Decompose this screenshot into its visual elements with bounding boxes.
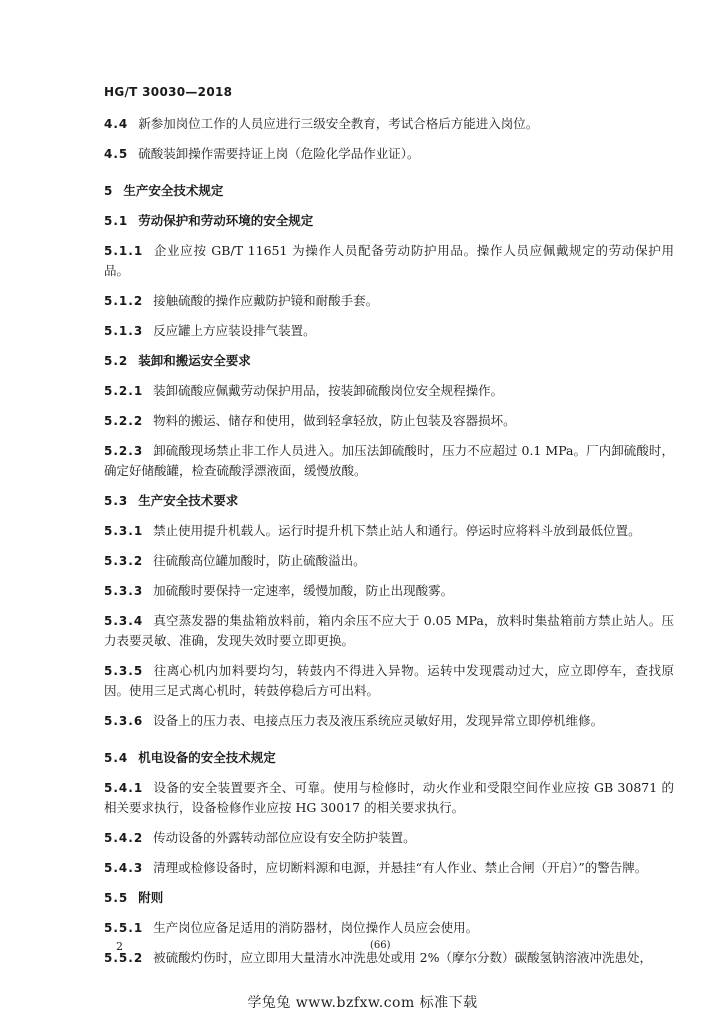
clause-text: 禁止使用提升机载人。运行时提升机下禁止站人和通行。停运时应将料斗放到最低位置。: [153, 523, 641, 538]
clause-text: 传动设备的外露转动部位应设有安全防护装置。: [153, 830, 416, 845]
paragraph: [104, 858, 674, 878]
paragraph: [104, 551, 674, 571]
paragraph: [104, 778, 674, 818]
clause-number: 5.1.3: [104, 324, 144, 338]
clause-number: 5.3.2: [104, 554, 144, 568]
clause-text: 物料的搬运、储存和使用，做到轻拿轻放，防止包装及容器损坏。: [153, 413, 516, 428]
page-number: 2: [116, 940, 123, 953]
clause-number: 5.1.1: [104, 244, 144, 258]
watermark-footer: 学兔兔 www.bzfxw.com 标准下载: [247, 995, 478, 1011]
heading-text: 劳动保护和劳动环境的安全规定: [138, 213, 314, 228]
section-heading: [104, 888, 674, 908]
clause-number: 5.3.1: [104, 524, 144, 538]
heading-text: 生产安全技术规定: [123, 183, 224, 198]
clause-number: 5.3.6: [104, 714, 144, 728]
paragraph: [104, 581, 674, 601]
clause-number: 5.4.1: [104, 781, 144, 795]
paragraph: [104, 144, 674, 164]
sub-page-number: (66): [370, 940, 391, 951]
clause-number: 5.2.2: [104, 414, 144, 428]
heading-text: 附则: [138, 890, 164, 905]
section-heading: [104, 181, 674, 201]
paragraph: [104, 948, 674, 968]
paragraph: [104, 711, 674, 731]
clause-number: 5.3.5: [104, 664, 144, 678]
clause-number: 5.3.4: [104, 614, 144, 628]
clause-number: 5.2: [104, 354, 129, 368]
section-heading: [104, 748, 674, 768]
clause-number: 5.3.3: [104, 584, 144, 598]
clause-number: 5.4: [104, 751, 129, 765]
clause-text: 新参加岗位工作的人员应进行三级安全教育，考试合格后方能进入岗位。: [138, 116, 539, 131]
paragraph: [104, 411, 674, 431]
clause-text: 往离心机内加料要均匀，转鼓内不得进入异物。运转中发现震动过大，应立即停车，查找原因。使用三足式离心机时，转鼓停稳后方可出料。: [104, 663, 674, 698]
body-text: [104, 110, 674, 968]
heading-text: 生产安全技术要求: [138, 493, 239, 508]
clause-number: 5.2.3: [104, 444, 144, 458]
clause-number: 5.5.2: [104, 951, 144, 965]
clause-text: 设备的安全装置要齐全、可靠。使用与检修时，动火作业和受限空间作业应按 GB 30871 的相关要求执行，设备检修作业应按 HG 30017 的相关要求执行。: [104, 780, 674, 815]
heading-text: 装卸和搬运安全要求: [138, 353, 251, 368]
paragraph: [104, 381, 674, 401]
clause-text: 被硫酸灼伤时，应立即用大量清水冲洗患处或用 2%（摩尔分数）碳酸氢钠溶液冲洗患处，: [153, 950, 652, 965]
standard-code: HG/T 30030—2018: [104, 85, 233, 99]
clause-number: 5.4.3: [104, 861, 144, 875]
clause-number: 4.4: [104, 117, 129, 131]
clause-number: 5.1.2: [104, 294, 144, 308]
clause-text: 加硫酸时要保持一定速率，缓慢加酸，防止出现酸雾。: [153, 583, 454, 598]
clause-number: 5.3: [104, 494, 129, 508]
heading-text: 机电设备的安全技术规定: [138, 750, 276, 765]
section-heading: [104, 211, 674, 231]
clause-text: 真空蒸发器的集盐箱放料前，箱内余压不应大于 0.05 MPa，放料时集盐箱前方禁止站人。压力表要灵敏、准确，发现失效时要立即更换。: [104, 613, 674, 648]
paragraph: [104, 241, 674, 281]
clause-text: 反应罐上方应装设排气装置。: [153, 323, 316, 338]
paragraph: [104, 291, 674, 311]
clause-text: 企业应按 GB/T 11651 为操作人员配备劳动防护用品。操作人员应佩戴规定的劳动保护用品。: [104, 243, 674, 278]
section-heading: [104, 351, 674, 371]
clause-text: 清理或检修设备时，应切断料源和电源，并悬挂“有人作业、禁止合闸（开启）”的警告牌。: [153, 860, 648, 875]
clause-number: 5.4.2: [104, 831, 144, 845]
clause-number: 5.2.1: [104, 384, 144, 398]
clause-text: 装卸硫酸应佩戴劳动保护用品，按装卸硫酸岗位安全规程操作。: [153, 383, 504, 398]
section-heading: [104, 491, 674, 511]
paragraph: [104, 918, 674, 938]
paragraph: [104, 828, 674, 848]
clause-number: 5.5: [104, 891, 129, 905]
clause-number: 5.5.1: [104, 921, 144, 935]
clause-text: 接触硫酸的操作应戴防护镜和耐酸手套。: [153, 293, 379, 308]
clause-number: 5: [104, 184, 114, 198]
clause-number: 4.5: [104, 147, 129, 161]
paragraph: [104, 521, 674, 541]
clause-text: 卸硫酸现场禁止非工作人员进入。加压法卸硫酸时，压力不应超过 0.1 MPa。厂内卸硫酸时，确定好储酸罐，检查硫酸浮漂液面，缓慢放酸。: [104, 443, 674, 478]
paragraph: [104, 321, 674, 341]
clause-number: 5.1: [104, 214, 129, 228]
paragraph: [104, 114, 674, 134]
paragraph: [104, 611, 674, 651]
clause-text: 生产岗位应备足适用的消防器材，岗位操作人员应会使用。: [153, 920, 479, 935]
paragraph: [104, 661, 674, 701]
clause-text: 往硫酸高位罐加酸时，防止硫酸溢出。: [153, 553, 366, 568]
paragraph: [104, 441, 674, 481]
clause-text: 设备上的压力表、电接点压力表及液压系统应灵敏好用，发现异常立即停机维修。: [153, 713, 604, 728]
clause-text: 硫酸装卸操作需要持证上岗（危险化学品作业证）。: [138, 146, 420, 161]
